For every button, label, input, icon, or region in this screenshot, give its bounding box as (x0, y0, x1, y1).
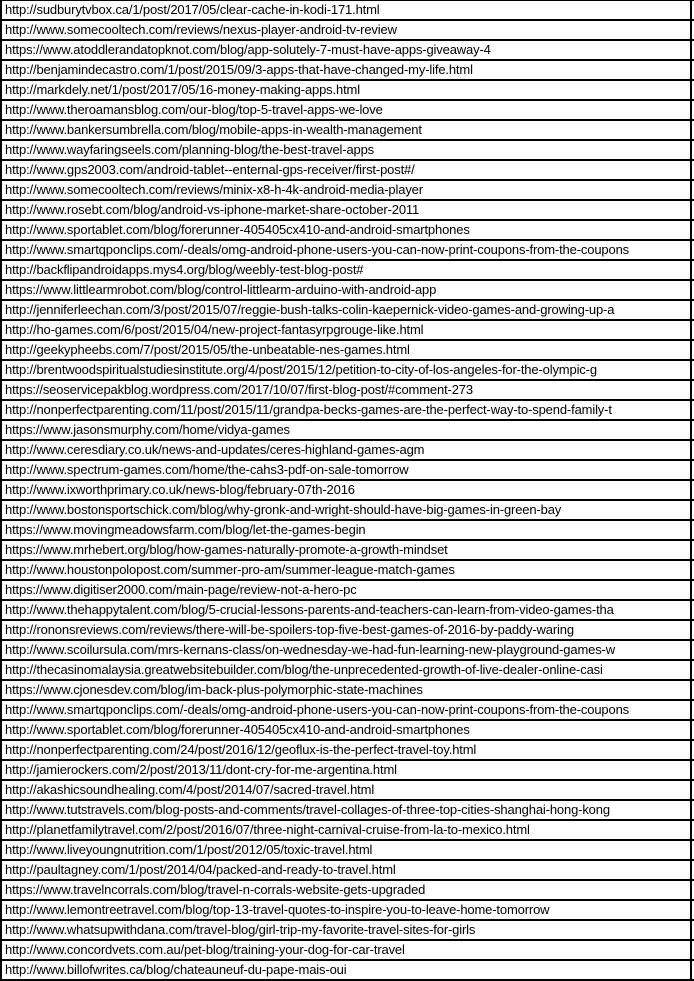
url-cell[interactable] (2, 601, 694, 621)
url-text: https://www.digitiser2000.com/main-page/review-not-a-hero-pc (5, 582, 357, 597)
url-text: https://www.littlearmrobot.com/blog/control-littlearm-arduino-with-android-app (5, 282, 437, 297)
url-text: http://jamierockers.com/2/post/2013/11/dont-cry-for-me-argentina.html (5, 762, 397, 777)
url-text: http://www.tutstravels.com/blog-posts-and-comments/travel-collages-of-three-top-cities-shanghai-hong-kong (5, 802, 610, 817)
url-cell[interactable] (2, 281, 694, 301)
url-cell[interactable] (2, 441, 694, 461)
url-cell[interactable] (2, 481, 694, 501)
url-cell[interactable] (2, 61, 694, 81)
url-text: http://akashicsoundhealing.com/4/post/2014/07/sacred-travel.html (5, 782, 375, 797)
url-cell[interactable] (2, 621, 694, 641)
url-cell[interactable] (2, 641, 694, 661)
url-cell[interactable] (2, 301, 694, 321)
url-cell[interactable] (2, 261, 694, 281)
url-cell[interactable] (2, 321, 694, 341)
url-cell[interactable] (2, 341, 694, 361)
url-cell[interactable] (2, 521, 694, 541)
url-text: http://planetfamilytravel.com/2/post/2016/07/three-night-carnival-cruise-from-la-to-mexico.html (5, 822, 530, 837)
url-text: http://www.thehappytalent.com/blog/5-crucial-lessons-parents-and-teachers-can-learn-from-video-games-tha (5, 602, 614, 617)
url-cell[interactable] (2, 821, 694, 841)
url-cell[interactable] (2, 501, 694, 521)
url-text: http://nonperfectparenting.com/24/post/2016/12/geoflux-is-the-perfect-travel-toy.html (5, 742, 477, 757)
url-text: http://www.somecooltech.com/reviews/minix-x8-h-4k-android-media-player (5, 182, 423, 197)
url-text: https://www.cjonesdev.com/blog/im-back-plus-polymorphic-state-machines (5, 682, 423, 697)
url-cell[interactable] (2, 541, 694, 561)
url-text: http://sudburytvbox.ca/1/post/2017/05/clear-cache-in-kodi-171.html (5, 2, 380, 17)
url-text: http://www.bankersumbrella.com/blog/mobile-apps-in-wealth-management (5, 122, 422, 137)
url-text: http://www.wayfaringseels.com/planning-blog/the-best-travel-apps (5, 142, 375, 157)
url-cell[interactable] (2, 921, 694, 941)
url-text: http://www.liveyoungnutrition.com/1/post/2012/05/toxic-travel.html (5, 842, 373, 857)
url-cell[interactable] (2, 581, 694, 601)
url-text: http://www.whatsupwithdana.com/travel-blog/girl-trip-my-favorite-travel-sites-for-girls (5, 922, 476, 937)
url-text: http://brentwoodspiritualstudiesinstitute.org/4/post/2015/12/petition-to-city-of-los-angeles-for-the-olympic-g (5, 362, 597, 377)
url-text: http://www.smartqponclips.com/-deals/omg-android-phone-users-you-can-now-print-coupons-from-the-coupons (5, 242, 630, 257)
url-text: http://www.gps2003.com/android-tablet--enternal-gps-receiver/first-post#/ (5, 162, 415, 177)
url-text: http://nonperfectparenting.com/11/post/2015/11/grandpa-becks-games-are-the-perfect-way-to-spend-family-t (5, 402, 612, 417)
url-cell[interactable] (2, 781, 694, 801)
url-cell[interactable] (2, 901, 694, 921)
url-text: https://www.mrhebert.org/blog/how-games-naturally-promote-a-growth-mindset (5, 542, 448, 557)
url-cell[interactable] (2, 381, 694, 401)
url-text: http://www.sportablet.com/blog/forerunner-405405cx410-and-android-smartphones (5, 722, 470, 737)
url-cell[interactable] (2, 201, 694, 221)
url-text: http://geekypheebs.com/7/post/2015/05/the-unbeatable-nes-games.html (5, 342, 410, 357)
url-text: https://www.atoddlerandatopknot.com/blog/app-solutely-7-must-have-apps-giveaway-4 (5, 42, 491, 57)
url-text: http://www.smartqponclips.com/-deals/omg-android-phone-users-you-can-now-print-coupons-from-the-coupons (5, 702, 630, 717)
url-cell[interactable] (2, 941, 694, 961)
url-text: http://www.concordvets.com.au/pet-blog/training-your-dog-for-car-travel (5, 942, 405, 957)
url-text: http://www.sportablet.com/blog/forerunner-405405cx410-and-android-smartphones (5, 222, 470, 237)
url-cell[interactable] (2, 421, 694, 441)
url-text: http://www.ixworthprimary.co.uk/news-blog/february-07th-2016 (5, 482, 355, 497)
url-text: http://jenniferleechan.com/3/post/2015/07/reggie-bush-talks-colin-kaepernick-video-games-and-growing-up-a (5, 302, 615, 317)
url-text: https://www.jasonsmurphy.com/home/vidya-games (5, 422, 290, 437)
url-text: http://www.lemontreetravel.com/blog/top-13-travel-quotes-to-inspire-you-to-leave-home-tomorrow (5, 902, 550, 917)
url-cell[interactable] (2, 741, 694, 761)
url-text: http://ho-games.com/6/post/2015/04/new-project-fantasyrpgrouge-like.html (5, 322, 424, 337)
url-text: http://www.rosebt.com/blog/android-vs-iphone-market-share-october-2011 (5, 202, 420, 217)
url-cell[interactable] (2, 101, 694, 121)
url-cell[interactable] (2, 221, 694, 241)
url-text: https://www.movingmeadowsfarm.com/blog/let-the-games-begin (5, 522, 366, 537)
url-cell[interactable] (2, 141, 694, 161)
url-cell[interactable] (2, 41, 694, 61)
url-cell[interactable] (2, 461, 694, 481)
url-cell[interactable] (2, 701, 694, 721)
url-cell[interactable] (2, 1, 694, 21)
url-cell[interactable] (2, 241, 694, 261)
url-cell[interactable] (2, 661, 694, 681)
url-text: http://www.houstonpolopost.com/summer-pro-am/summer-league-match-games (5, 562, 455, 577)
url-cell[interactable] (2, 961, 694, 981)
url-text: http://www.ceresdiary.co.uk/news-and-updates/ceres-highland-games-agm (5, 442, 425, 457)
url-text: http://www.somecooltech.com/reviews/nexus-player-android-tv-review (5, 22, 397, 37)
url-cell[interactable] (2, 881, 694, 901)
url-cell[interactable] (2, 121, 694, 141)
url-text: http://www.billofwrites.ca/blog/chateauneuf-du-pape-mais-oui (5, 962, 347, 977)
url-text: http://thecasinomalaysia.greatwebsitebuilder.com/blog/the-unprecedented-growth-of-live-dealer-online-casi (5, 662, 603, 677)
url-cell[interactable] (2, 161, 694, 181)
url-cell[interactable] (2, 401, 694, 421)
url-text: http://www.scoilursula.com/mrs-kernans-class/on-wednesday-we-had-fun-learning-new-playground-games-w (5, 642, 615, 657)
url-cell[interactable] (2, 181, 694, 201)
url-text: http://rononsreviews.com/reviews/there-will-be-spoilers-top-five-best-games-of-2016-by-paddy-waring (5, 622, 574, 637)
url-cell[interactable] (2, 841, 694, 861)
url-text: https://seoservicepakblog.wordpress.com/2017/10/07/first-blog-post/#comment-273 (5, 382, 473, 397)
url-cell[interactable] (2, 361, 694, 381)
url-cell[interactable] (2, 21, 694, 41)
url-text: http://markdely.net/1/post/2017/05/16-money-making-apps.html (5, 82, 360, 97)
url-cell[interactable] (2, 81, 694, 101)
url-cell[interactable] (2, 761, 694, 781)
url-cell[interactable] (2, 861, 694, 881)
url-text: http://www.bostonsportschick.com/blog/why-gronk-and-wright-should-have-big-games-in-green-bay (5, 502, 562, 517)
url-text: http://www.theroamansblog.com/our-blog/top-5-travel-apps-we-love (5, 102, 383, 117)
url-cell[interactable] (2, 801, 694, 821)
url-text: http://benjamindecastro.com/1/post/2015/09/3-apps-that-have-changed-my-life.html (5, 62, 473, 77)
url-cell[interactable] (2, 561, 694, 581)
url-text: http://paultagney.com/1/post/2014/04/packed-and-ready-to-travel.html (5, 862, 396, 877)
url-text: http://www.spectrum-games.com/home/the-cahs3-pdf-on-sale-tomorrow (5, 462, 409, 477)
url-cell[interactable] (2, 721, 694, 741)
url-cell[interactable] (2, 681, 694, 701)
url-text: https://www.travelncorrals.com/blog/travel-n-corrals-website-gets-upgraded (5, 882, 426, 897)
url-text: http://backflipandroidapps.mys4.org/blog/weebly-test-blog-post# (5, 262, 364, 277)
